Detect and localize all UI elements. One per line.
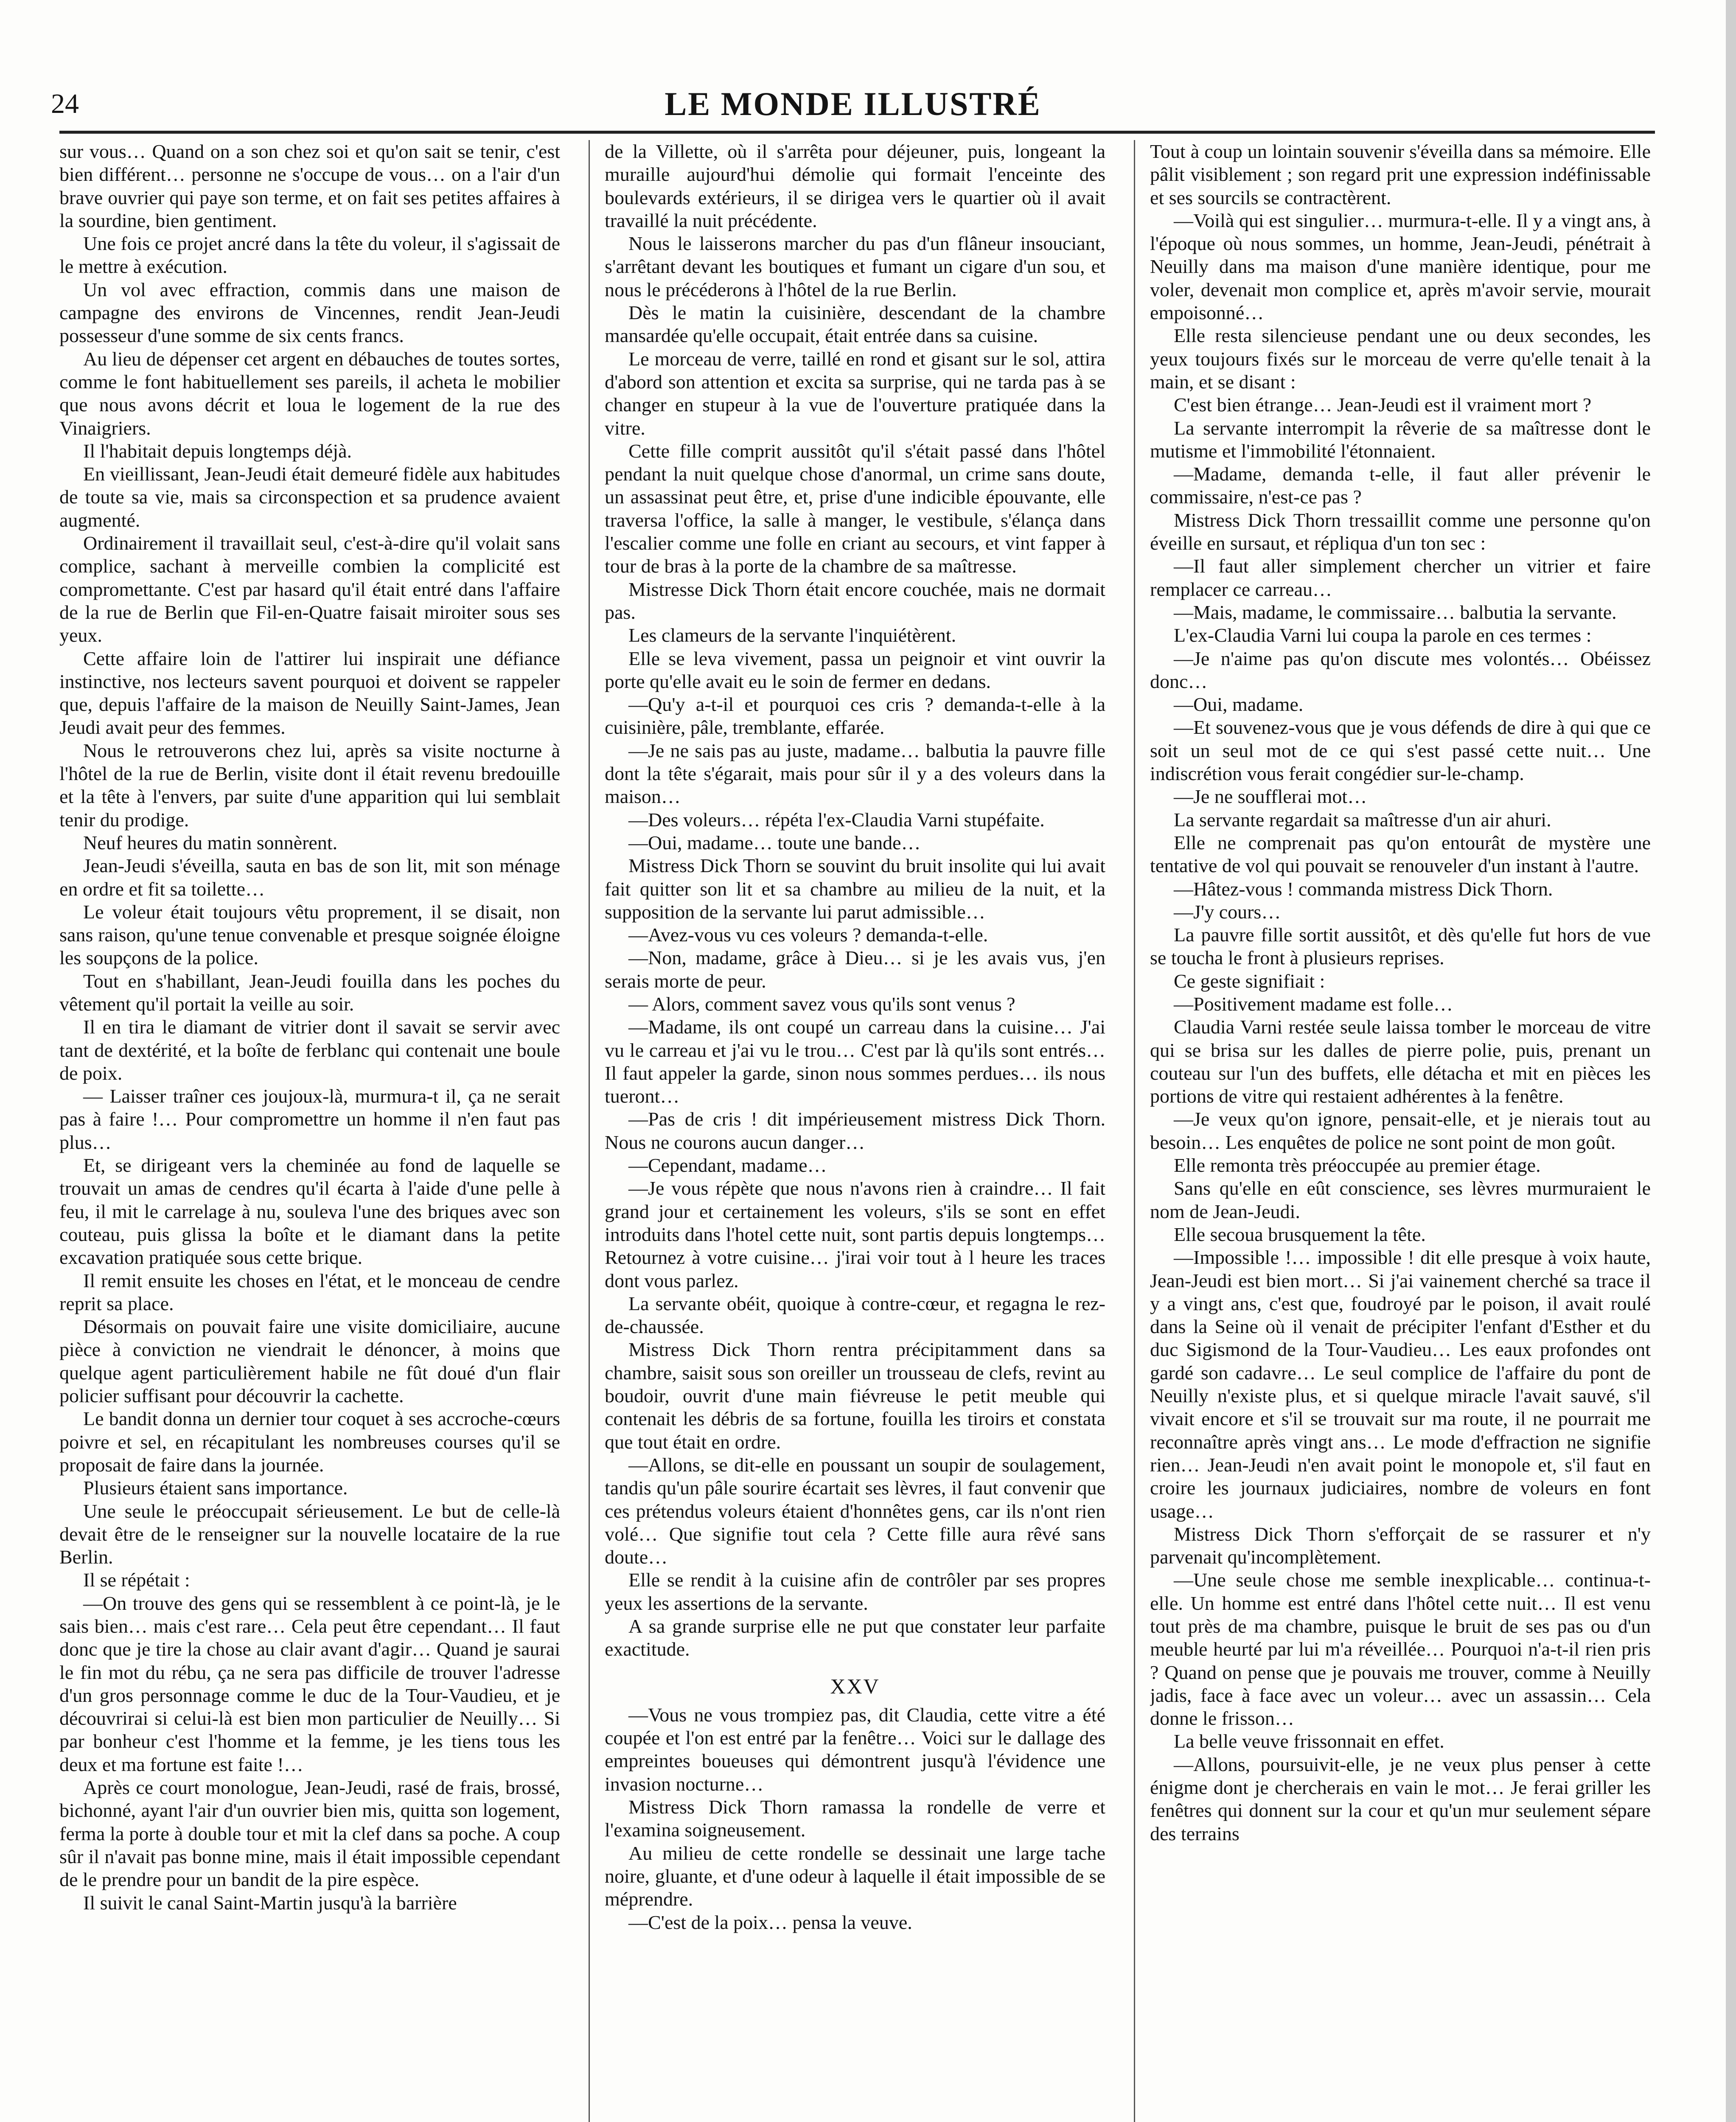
article-paragraph: —Des voleurs… répéta l'ex-Claudia Varni stupéfaite. [628, 808, 1045, 831]
header-rule [59, 131, 1655, 134]
article-paragraph: Mistresse Dick Thorn était encore couchée, mais ne dormait pas. [605, 578, 1105, 623]
text-column-2 [605, 140, 1105, 2122]
article-paragraph: —Je ne sais pas au juste, madame… balbutia la pauvre fille dont la tête s'égarait, mais pour sûr il y a des voleurs dans la maison… [605, 739, 1105, 808]
article-paragraph: A sa grande surprise elle ne put que constater leur parfaite exactitude. [605, 1615, 1105, 1660]
text-column-3 [1150, 140, 1651, 2122]
article-paragraph: Dès le matin la cuisinière, descendant de la chambre mansardée qu'elle occupait, était entrée dans sa cuisine. [605, 302, 1105, 347]
article-paragraph: Mistress Dick Thorn s'efforçait de se rassurer et n'y parvenait qu'incomplètement. [1150, 1523, 1651, 1568]
article-paragraph: —Je vous répète que nous n'avons rien à craindre… Il fait grand jour et certainement les voleurs, s'ils se sont en effet introduits dans l'hotel cette nuit, sont partis depuis longtemps… Retournez à votre cuisine… j'irai voir tout à l heure les traces dont vous parlez. [605, 1177, 1105, 1291]
article-paragraph: Jean-Jeudi s'éveilla, sauta en bas de son lit, mit son ménage en ordre et fit sa toilette… [59, 855, 560, 900]
article-paragraph: Elle resta silencieuse pendant une ou deux secondes, les yeux toujours fixés sur le morceau de verre qu'elle tenait à la main, et se disant : [1150, 325, 1651, 393]
chapter-heading: XXV [830, 1674, 880, 1698]
text-column-1 [59, 140, 560, 2122]
page-header [51, 85, 1655, 123]
article-paragraph: Nous le retrouverons chez lui, après sa visite nocturne à l'hôtel de la rue de Berlin, visite dont il était revenu bredouille et la tête à l'envers, par suite d'une apparition qui lui semblait tenir du prodige. [59, 739, 560, 831]
article-paragraph: —Je ne soufflerai mot… [1174, 786, 1367, 808]
article-paragraph: —J'y cours… [1174, 901, 1281, 923]
article-paragraph: Les clameurs de la servante l'inquiétèrent. [628, 624, 956, 646]
article-paragraph: —Madame, ils ont coupé un carreau dans la cuisine… J'ai vu le carreau et j'ai vu le trou… C'est par là qu'ils sont entrés… Il faut appeler la garde, sinon nous sommes perdues… ils nous tueront… [605, 1016, 1105, 1107]
article-paragraph: de la Villette, où il s'arrêta pour déjeuner, puis, longeant la muraille aujourd'hui démolie qui formait l'enceinte des boulevards extérieurs, il se dirigea vers le quartier où il avait travaillé la nuit précédente. [605, 140, 1105, 231]
article-paragraph: Le bandit donna un dernier tour coquet à ses accroche-cœurs poivre et sel, en récapitulant les nombreuses courses qu'il se proposait de faire dans la journée. [59, 1408, 560, 1476]
article-paragraph: C'est bien étrange… Jean-Jeudi est il vraiment mort ? [1174, 394, 1592, 416]
article-paragraph: Mistress Dick Thorn tressaillit comme une personne qu'on éveille en sursaut, et répliqua d'un ton sec : [1150, 509, 1651, 554]
article-paragraph: Elle remonta très préoccupée au premier étage. [1174, 1154, 1541, 1176]
article-paragraph: —Une seule chose me semble inexplicable… continua-t-elle. Un homme est entré dans l'hôtel cette nuit… Il est venu tout près de ma chambre, puisque le bruit de ses pas ou d'un meuble heurté par lui m'a réveillée… Pourquoi n'a-t-il rien pris ? Quand on pense que je pouvais me trouver, comme à Neuilly jadis, face à face avec un voleur… avec un assassin… Cela donne le frisson… [1150, 1569, 1651, 1729]
article-paragraph: Cette fille comprit aussitôt qu'il s'était passé dans l'hôtel pendant la nuit quelque chose d'anormal, un crime sans doute, un assassinat peut être, et, prise d'une indicible épouvante, elle traversa l'office, la salle à manger, le vestibule, s'élança dans l'escalier comme une folle en criant au secours, et vint fapper à tour de bras à la porte de la chambre de sa maîtresse. [605, 440, 1105, 577]
article-paragraph: —Vous ne vous trompiez pas, dit Claudia, cette vitre a été coupée et l'on est entré par la fenêtre… Voici sur le dallage des empreintes boueuses qui démontrent jusqu'à l'évidence une invasion nocturne… [605, 1704, 1105, 1795]
article-paragraph: sur vous… Quand on a son chez soi et qu'on sait se tenir, c'est bien différent… personne ne s'occupe de vous… on a l'air d'un brave ouvrier qui paye son terme, et on fait ses petites affaires à la sourdine, bien gentiment. [59, 140, 560, 231]
article-paragraph: Elle secoua brusquement la tête. [1174, 1223, 1426, 1245]
article-paragraph: —Oui, madame… toute une bande… [628, 831, 921, 853]
article-paragraph: —Cependant, madame… [628, 1154, 827, 1176]
article-paragraph: Elle se rendit à la cuisine afin de contrôler par ses propres yeux les assertions de la servante. [605, 1569, 1105, 1614]
article-paragraph: La belle veuve frissonnait en effet. [1174, 1730, 1444, 1752]
article-paragraph: —Positivement madame est folle… [1174, 993, 1453, 1015]
article-paragraph: La servante interrompit la rêverie de sa maîtresse dont le mutisme et l'immobilité l'étonnaient. [1150, 417, 1651, 462]
article-paragraph: Au milieu de cette rondelle se dessinait une large tache noire, gluante, et d'une odeur à laquelle il était impossible de se méprendre. [605, 1842, 1105, 1910]
article-paragraph: Il se répétait : [83, 1569, 190, 1591]
article-paragraph: Mistress Dick Thorn ramassa la rondelle de verre et l'examina soigneusement. [605, 1796, 1105, 1841]
article-paragraph: —Voilà qui est singulier… murmura-t-elle. Il y a vingt ans, à l'époque où nous sommes, un homme, Jean-Jeudi, pénétrait à Neuilly dans ma maison d'une manière identique, pour me voler, devenait mon complice et, après m'avoir servie, mourait empoisonné… [1150, 209, 1651, 324]
article-paragraph: Sans qu'elle en eût conscience, ses lèvres murmuraient le nom de Jean-Jeudi. [1150, 1177, 1651, 1222]
article-paragraph: Mistress Dick Thorn rentra précipitamment dans sa chambre, saisit sous son oreiller un trousseau de clefs, revint au boudoir, ouvrit d'une main fiévreuse le petit meuble qui contenait les débris de sa fortune, fouilla les tiroirs et constata que tout était en ordre. [605, 1339, 1105, 1453]
article-paragraph: En vieillissant, Jean-Jeudi était demeuré fidèle aux habitudes de toute sa vie, mais sa circonspection et sa prudence avaient augmenté. [59, 463, 560, 531]
article-paragraph: —Je veux qu'on ignore, pensait-elle, et je nierais tout au besoin… Les enquêtes de police ne sont point de mon goût. [1150, 1108, 1651, 1153]
column-divider [1134, 140, 1135, 2122]
scan-edge [1726, 0, 1736, 2122]
column-divider [589, 140, 590, 2122]
article-paragraph: Il l'habitait depuis longtemps déjà. [83, 440, 352, 462]
article-paragraph: Il suivit le canal Saint-Martin jusqu'à la barrière [83, 1892, 457, 1914]
article-paragraph: —Pas de cris ! dit impérieusement mistress Dick Thorn. Nous ne courons aucun danger… [605, 1108, 1105, 1153]
article-paragraph: Au lieu de dépenser cet argent en débauches de toutes sortes, comme le font habituellement ses pareils, il acheta le mobilier que nous avons décrit et loua le logement de la rue des Vinaigriers. [59, 348, 560, 439]
journal-title: LE MONDE ILLUSTRÉ [665, 85, 1041, 122]
article-paragraph: Désormais on pouvait faire une visite domiciliaire, aucune pièce à conviction ne viendrait le dénoncer, à moins que quelque agent particulièrement habile ne fût doué d'un flair policier suffisant pour découvrir la cachette. [59, 1316, 560, 1407]
article-paragraph: Elle se leva vivement, passa un peignoir et vint ouvrir la porte qu'elle avait eu le soin de fermer en dedans. [605, 647, 1105, 692]
article-paragraph: Le morceau de verre, taillé en rond et gisant sur le sol, attira d'abord son attention et excita sa surprise, qui ne tarda pas à se changer en stupeur à la vue de l'ouverture pratiquée dans la vitre. [605, 348, 1105, 439]
article-paragraph: —Allons, poursuivit-elle, je ne veux plus penser à cette énigme dont je chercherais en vain le mot… Je ferai griller les fenêtres qui donnent sur la cour et qu'un mur seulement sépare des terrains [1150, 1753, 1651, 1844]
article-paragraph: Claudia Varni restée seule laissa tomber le morceau de vitre qui se brisa sur les dalles de pierre polie, puis, prenant un couteau sur l'un des buffets, elle détacha et mit en pièces les portions de vitre qui restaient adhérentes à la fenêtre. [1150, 1016, 1651, 1107]
article-paragraph: —Allons, se dit-elle en poussant un soupir de soulagement, tandis qu'un pâle sourire écartait ses lèvres, il faut convenir que ces prétendus voleurs étaient d'honnêtes gens, car ils n'ont rien volé… Que signifie tout cela ? Cette fille aura rêvé sans doute… [605, 1454, 1105, 1568]
article-paragraph: —Je n'aime pas qu'on discute mes volontés… Obéissez donc… [1150, 647, 1651, 692]
article-paragraph: —Qu'y a-t-il et pourquoi ces cris ? demanda-t-elle à la cuisinière, pâle, tremblante, effarée. [605, 693, 1105, 738]
article-paragraph: Le voleur était toujours vêtu proprement, il se disait, non sans raison, qu'une tenue convenable et presque soignée éloigne les soupçons de la police. [59, 901, 560, 969]
article-paragraph: Nous le laisserons marcher du pas d'un flâneur insouciant, s'arrêtant devant les boutiques et fumant un cigare d'un sou, et nous le précéderons à l'hôtel de la rue Berlin. [605, 233, 1105, 300]
article-paragraph: La pauvre fille sortit aussitôt, et dès qu'elle fut hors de vue se toucha le front à plusieurs reprises. [1150, 924, 1651, 969]
article-paragraph: Plusieurs étaient sans importance. [83, 1477, 348, 1499]
article-paragraph: —Non, madame, grâce à Dieu… si je les avais vus, j'en serais morte de peur. [605, 947, 1105, 992]
article-paragraph: Il en tira le diamant de vitrier dont il savait se servir avec tant de dextérité, et la boîte de ferblanc qui contenait une boule de poix. [59, 1016, 560, 1084]
article-paragraph: Un vol avec effraction, commis dans une maison de campagne des environs de Vincennes, rendit Jean-Jeudi possesseur d'une somme de six cents francs. [59, 278, 560, 347]
article-paragraph: — Alors, comment savez vous qu'ils sont venus ? [628, 993, 1015, 1015]
article-paragraph: La servante regardait sa maîtresse d'un air ahuri. [1174, 808, 1551, 831]
article-paragraph: — Laisser traîner ces joujoux-là, murmura-t il, ça ne serait pas à faire !… Pour compromettre un homme il n'en faut pas plus… [59, 1085, 560, 1153]
article-paragraph: —Il faut aller simplement chercher un vitrier et faire remplacer ce carreau… [1150, 555, 1651, 600]
article-paragraph: —Impossible !… impossible ! dit elle presque à voix haute, Jean-Jeudi est bien mort… Si j'ai vainement cherché sa trace il y a vingt ans, c'est que, foudroyé par le poison, il avait roulé dans la Seine où il venait de précipiter l'enfant d'Esther et du duc Sigismond de la Tour-Vaudieu… Les eaux profondes ont gardé son cadavre… Le seul complice de l'affaire du pont de Neuilly n'existe plus, et si quelque miracle l'avait sauvé, s'il vivait encore et s'il se trouvait sur ma route, il ne pourrait me reconnaître après vingt ans… Le mode d'effraction ne signifie rien… Jean-Jeudi n'en avait point le monopole et, s'il faut en croire les journaux judiciaires, nombre de voleurs en font usage… [1150, 1246, 1651, 1522]
article-paragraph: Tout en s'habillant, Jean-Jeudi fouilla dans les poches du vêtement qu'il portait la veille au soir. [59, 970, 560, 1015]
article-paragraph: —Madame, demanda t-elle, il faut aller prévenir le commissaire, n'est-ce pas ? [1150, 463, 1651, 508]
article-paragraph: —Oui, madame. [1174, 693, 1304, 716]
article-paragraph: Tout à coup un lointain souvenir s'éveilla dans sa mémoire. Elle pâlit visiblement ; son regard prit une expression indéfinissable et ses sourcils se contractèrent. [1150, 140, 1651, 208]
article-paragraph: Ordinairement il travaillait seul, c'est-à-dire qu'il volait sans complice, sachant à merveille combien la complicité est compromettante. C'est par hasard qu'il était entré dans l'affaire de la rue de Berlin que Fil-en-Quatre faisait miroiter sous ses yeux. [59, 532, 560, 646]
article-paragraph: Une fois ce projet ancré dans la tête du voleur, il s'agissait de le mettre à exécution. [59, 233, 560, 278]
article-paragraph: —Et souvenez-vous que je vous défends de dire à qui que ce soit un seul mot de ce qui s'est passé cette nuit… Une indiscrétion vous ferait congédier sur-le-champ. [1150, 716, 1651, 785]
article-paragraph: —C'est de la poix… pensa la veuve. [628, 1911, 912, 1933]
article-paragraph: —Hâtez-vous ! commanda mistress Dick Thorn. [1174, 878, 1553, 900]
article-paragraph: Cette affaire loin de l'attirer lui inspirait une défiance instinctive, nos lecteurs savent pourquoi et doivent se rappeler que, depuis l'affaire de la maison de Neuilly Saint-James, Jean Jeudi avait peur des femmes. [59, 647, 560, 738]
article-paragraph: Il remit ensuite les choses en l'état, et le monceau de cendre reprit sa place. [59, 1269, 560, 1314]
article-paragraph: Ce geste signifiait : [1174, 970, 1325, 992]
article-paragraph: —Mais, madame, le commissaire… balbutia la servante. [1174, 601, 1617, 623]
article-paragraph: Elle ne comprenait pas qu'on entourât de mystère une tentative de vol qui pouvait se renouveler d'un instant à l'autre. [1150, 831, 1651, 877]
article-paragraph: Neuf heures du matin sonnèrent. [83, 831, 338, 853]
article-paragraph: —On trouve des gens qui se ressemblent à ce point-là, je le sais bien… mais c'est rare… Cela peut être cependant… Il faut donc que je tire la chose au clair avant d'agir… Quand je saurai le fin mot du rébu, ça ne sera pas difficile de trouver l'adresse d'un gros personnage comme le duc de la Tour-Vaudieu, et je découvrirai si celui-là est bien mon particulier de Neuilly… Si par bonheur c'est l'homme et la femme, je les tiens tous les deux et ma fortune est faite !… [59, 1592, 560, 1775]
article-paragraph: Mistress Dick Thorn se souvint du bruit insolite qui lui avait fait quitter son lit et sa chambre au milieu de la nuit, et la supposition de la servante lui parut admissible… [605, 855, 1105, 923]
page-number: 24 [51, 88, 79, 119]
article-paragraph: La servante obéit, quoique à contre-cœur, et regagna le rez-de-chaussée. [605, 1292, 1105, 1338]
article-paragraph: —Avez-vous vu ces voleurs ? demanda-t-elle. [628, 924, 988, 946]
article-paragraph: Et, se dirigeant vers la cheminée au fond de laquelle se trouvait un amas de cendres qu'il écarta à l'aide d'une pelle à feu, il mit le carrelage à nu, souleva l'une des briques avec son couteau, puis glissa la boîte et le diamant dans la petite excavation pratiquée sous cette brique. [59, 1154, 560, 1269]
article-paragraph: Une seule le préoccupait sérieusement. Le but de celle-là devait être de le renseigner sur la nouvelle locataire de la rue Berlin. [59, 1500, 560, 1568]
article-paragraph: Après ce court monologue, Jean-Jeudi, rasé de frais, brossé, bichonné, ayant l'air d'un ouvrier bien mis, quitta son logement, ferma la porte à double tour et mit la clef dans sa poche. A coup sûr il n'avait pas bonne mine, mais il était impossible cependant de le prendre pour un bandit de la pire espèce. [59, 1777, 560, 1891]
article-paragraph: L'ex-Claudia Varni lui coupa la parole en ces termes : [1174, 624, 1592, 646]
